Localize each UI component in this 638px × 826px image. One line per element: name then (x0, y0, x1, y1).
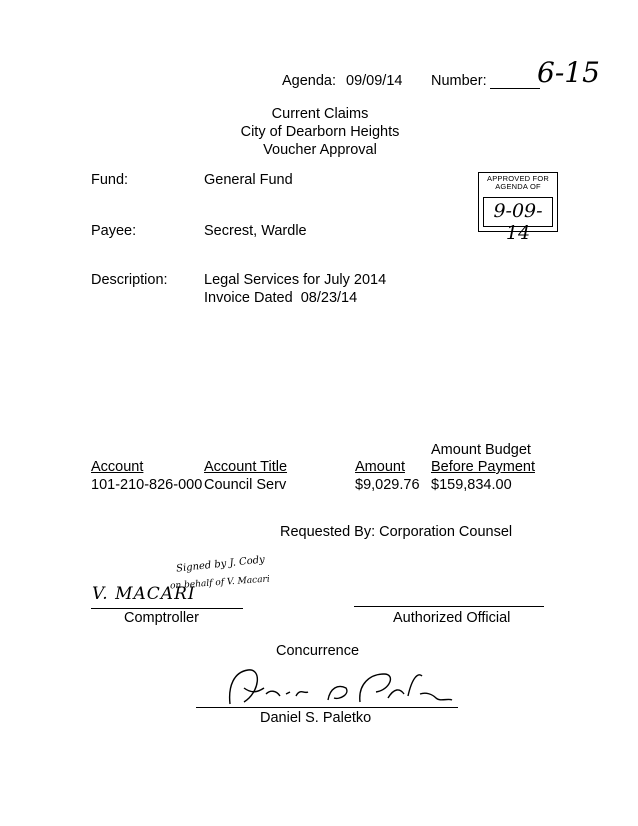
account-number: 101-210-826-000 (91, 477, 203, 493)
description-line-1: Legal Services for July 2014 (204, 272, 387, 288)
concurrence-label: Concurrence (276, 643, 360, 659)
stamp-date-box (483, 197, 553, 244)
comptroller-label: Comptroller (124, 610, 199, 626)
amount-value: $9,029.76 (355, 477, 420, 493)
authorized-signature-line (354, 606, 544, 607)
title-line-3: Voucher Approval (263, 142, 377, 158)
title-line-2: City of Dearborn Heights (240, 124, 400, 140)
agenda-label: Agenda: (282, 73, 337, 89)
stamp-line-2: AGENDA OF (495, 182, 541, 191)
account-title-header: Account Title (204, 459, 288, 475)
number-value-handwritten: 6-15 (537, 56, 600, 89)
budget-header-line-2: Before Payment (431, 459, 535, 475)
fund-label: Fund: (91, 172, 129, 188)
comptroller-signature: V. MACARI (92, 584, 196, 604)
comptroller-signature-line (91, 608, 243, 609)
fund-value: General Fund (204, 172, 293, 188)
account-header: Account (91, 459, 144, 475)
requested-by: Requested By: Corporation Counsel (280, 524, 513, 540)
agenda-date: 09/09/14 (346, 73, 403, 89)
account-title: Council Serv (204, 477, 287, 493)
number-label: Number: (431, 73, 487, 89)
budget-value: $159,834.00 (431, 477, 512, 493)
number-underline (490, 88, 540, 89)
budget-header-line-1: Amount Budget (431, 442, 531, 458)
comptroller-note-line-1: Signed by J. Cody (175, 554, 266, 575)
paletko-name: Daniel S. Paletko (260, 710, 372, 726)
title-block (200, 105, 440, 159)
comptroller-note-line-2: on behalf of V. Macari (169, 574, 271, 592)
authorized-label: Authorized Official (393, 610, 511, 626)
stamp-line-1: APPROVED FOR (487, 174, 549, 183)
amount-header: Amount (355, 459, 405, 475)
stamp-date: 9-09-14 (493, 200, 543, 244)
stamp-header (479, 175, 557, 191)
payee-label: Payee: (91, 223, 137, 239)
paletko-signature-line (196, 707, 458, 708)
title-line-1: Current Claims (271, 106, 369, 122)
payee-value: Secrest, Wardle (204, 223, 307, 239)
description-line-2: Invoice Dated 08/23/14 (204, 290, 358, 306)
approval-stamp (478, 172, 558, 244)
description-label: Description: (91, 272, 168, 288)
